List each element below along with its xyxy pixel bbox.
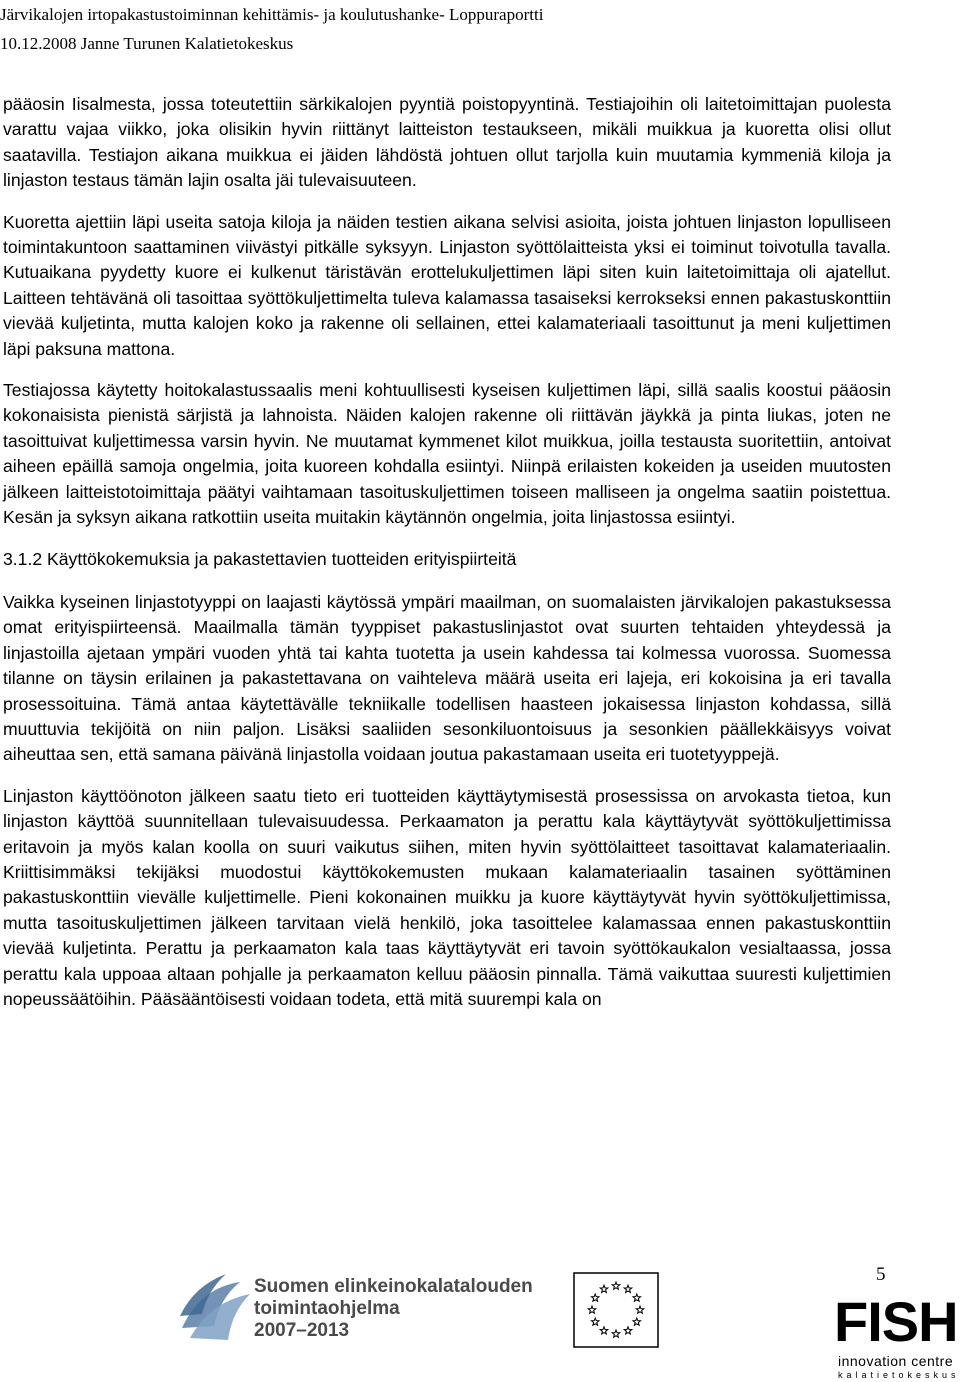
page-number: 5 <box>876 1264 886 1285</box>
fish-logo-subtitle: innovation centre <box>838 1353 954 1369</box>
program-logo-line3: 2007–2013 <box>254 1320 350 1341</box>
body-paragraph: Testiajossa käytetty hoitokalastussaalis meni kohtuullisesti kyseisen kuljettimen läpi, sillä saalis koostui pääosin kokonaisista pienistä särjistä ja lahnoista. Näiden kalojen rakenne oli riittävän jäykkä ja pinta liukas, joten ne tasoittuivat kuljettimessa varsin hyvin. Ne muutamat kymmenet kilot muikkua, joilla testausta suoritettiin, antoivat aiheen epäillä samoja ongelmia, joita kuoreen kohdalla esiintyi. Niinpä erilaisten kokeiden ja useiden muutosten jälkeen laitteistotoimittaja päätyi vaihtamaan tasoituskuljettimen toiseen malliseen ja ongelma saatiin poistettua. Kesän ja syksyn aikana ratkottiin useita muitakin käytännön ongelmia, joita linjastossa esiintyi. <box>3 380 891 528</box>
fish-logo-tagline: kalatietokeskus <box>838 1370 960 1380</box>
program-logo <box>180 1268 560 1350</box>
document-body <box>3 92 891 1028</box>
header-title: Järvikalojen irtopakastustoiminnan kehittämis- ja koulutushanke- Loppuraportti <box>0 5 544 24</box>
header-date-author: 10.12.2008 Janne Turunen Kalatietokeskus <box>0 34 294 53</box>
body-paragraph: Kuoretta ajettiin läpi useita satoja kiloja ja näiden testien aikana selvisi asioita, joista johtuen linjaston lopulliseen toimintakuntoon saattaminen viivästyi pitkälle syksyyn. Linjaston syöttölaitteista yksi ei toiminut toivotulla tavalla. Kutuaikana pyydetty kuore ei kulkenut täristävän erottelukuljettimen läpi siten kuin laitetoimittaja oli ajatellut. Laitteen tehtävänä oli tasoittaa syöttökuljettimelta tuleva kalamassa tasaiseksi kerrokseksi ennen pakastuskonttiin vievää kuljetinta, mutta kalojen koko ja rakenne oli sellainen, ettei kalamateriaali tasoittunut ja meni kuljettimen läpi paksuna mattona. <box>3 211 891 359</box>
document-header <box>0 0 620 58</box>
program-logo-line1: Suomen elinkeinokalatalouden <box>254 1276 533 1297</box>
program-logo-line2: toimintaohjelma <box>254 1298 400 1319</box>
fish-innovation-centre-logo <box>812 1292 960 1382</box>
section-heading: 3.1.2 Käyttökokemuksia ja pakastettavien tuotteiden erityispiirteitä <box>3 548 517 569</box>
wave-icon <box>180 1274 250 1340</box>
fish-logo-word: FISH <box>834 1290 958 1353</box>
eu-flag-icon <box>573 1272 659 1348</box>
body-paragraph: Vaikka kyseinen linjastotyyppi on laajasti käytössä ympäri maailman, on suomalaisten järvikalojen pakastuksessa omat erityispiirteensä. Maailmalla tämän tyyppiset pakastuslinjastot ovat suurten tehtaiden yhteydessä ja linjastoilla ajetaan ympäri vuoden yhtä tai kahta tuotetta ja usein kahdessa tai kolmessa vuorossa. Suomessa tilanne on täysin erilainen ja pakastettavana on vaihteleva määrä useita eri lajeja, eri kokoisina ja eri tavalla prosessoituina. Tämä antaa käytettävälle tekniikalle todellisen haasteen jokaisessa linjaston kohdassa, sillä muuttuvia tekijöitä on niin paljon. Lisäksi saaliiden sesonkiluontoisuus ja sesonkien päällekkäisyys voivat aiheuttaa sen, että samana päivänä linjastolla voidaan joutua pakastamaan useita eri tuotetyyppejä. <box>3 591 891 765</box>
body-paragraph: Linjaston käyttöönoton jälkeen saatu tieto eri tuotteiden käyttäytymisestä prosessissa on arvokasta tietoa, kun linjaston käyttöä suunnitellaan tulevaisuudessa. Perkaamaton ja perattu kala käyttäytyvät syöttökuljettimissa eritavoin ja myös kalan koolla on suuri vaikutus siihen, miten hyvin syöttölaitteet tasoittavat kalamateriaalin. Kriittisimmäksi tekijäksi muodostui käyttökokemusten mukaan kalamateriaalin tasainen syöttäminen pakastuskonttiin vievälle kuljettimelle. Pieni kokonainen muikku ja kuore käyttäytyvät hyvin syöttökuljettimissa, mutta tasoituskuljettimen jälkeen tarvitaan vielä henkilö, joka tasoittelee kalamassaa ennen pakastuskonttiin vievää kuljetinta. Perattu ja perkaamaton kala taas käyttäytyvät eri tavoin syöttökaukalon vesialtaassa, jossa perattu kala uppoaa altaan pohjalle ja perkaamaton kelluu pääosin pinnalla. Tämä vaikuttaa suuresti kuljettimien nopeussäätöihin. Pääsääntöisesti voidaan todeta, että mitä suurempi kala on <box>3 785 891 1009</box>
body-paragraph: pääosin Iisalmesta, jossa toteutettiin särkikalojen pyyntiä poistopyyntinä. Testiajoihin oli laitetoimittajan puolesta varattu vajaa viikko, joka olisikin hyvin riittänyt laitteiston testaukseen, mikäli muikkua ja kuoretta olisi ollut saatavilla. Testiajon aikana muikkua ei jäiden lähdöstä johtuen ollut tarjolla kuin muutamia kymmeniä kiloja ja linjaston testaus tämän lajin osalta jäi tulevaisuuteen. <box>3 94 891 191</box>
